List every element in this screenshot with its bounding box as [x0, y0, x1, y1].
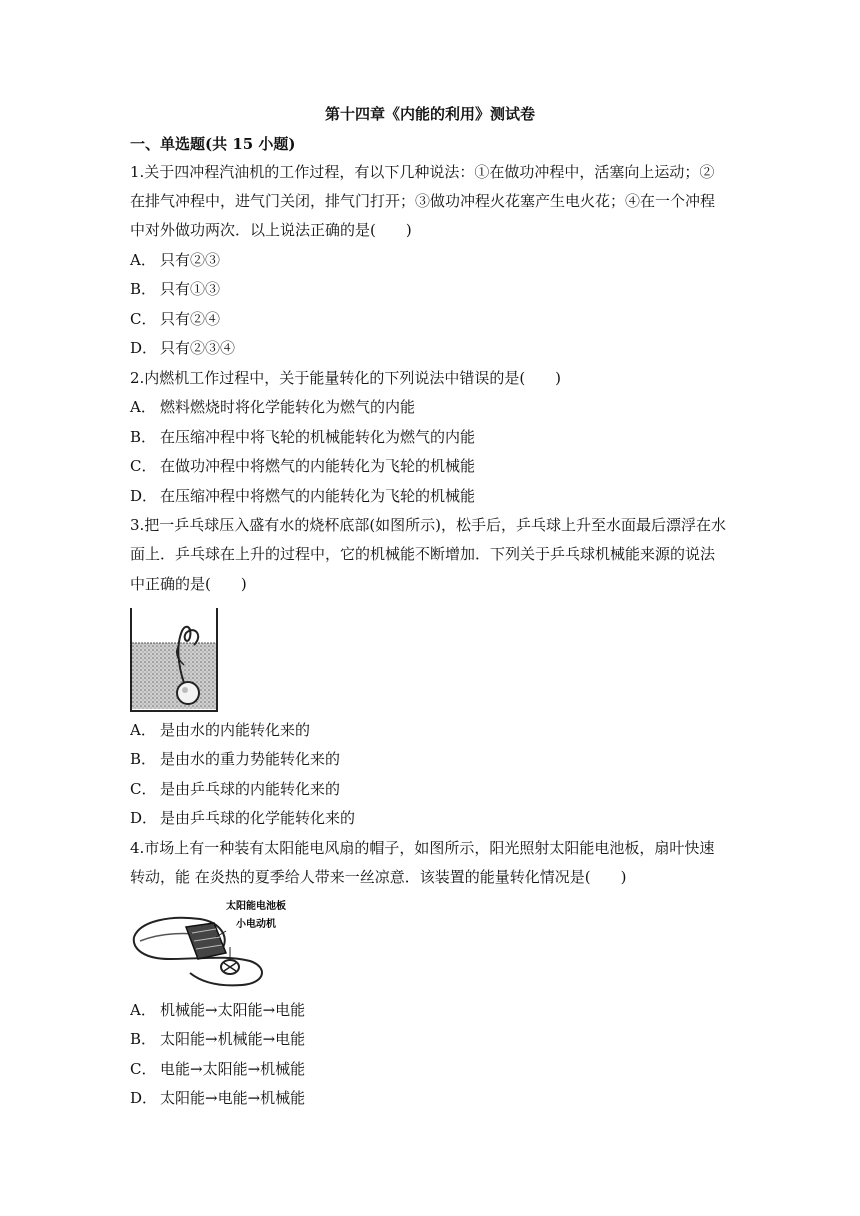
option-text: 机械能→太阳能→电能 [160, 1001, 306, 1019]
option-letter: C． [130, 780, 157, 798]
q3-stem-line-1: 3.把一乒乓球压入盛有水的烧杯底部(如图所示)，松手后，乒乓球上升至水面最后漂浮在水 [130, 516, 727, 534]
option-letter: B． [130, 750, 157, 768]
q3-option-d [130, 807, 355, 829]
option-text: 在压缩冲程中将飞轮的机械能转化为燃气的内能 [160, 428, 476, 446]
option-text: 在做功冲程中将燃气的内能转化为飞轮的机械能 [160, 457, 476, 475]
option-text: 是由水的内能转化来的 [160, 721, 311, 739]
q1-option-d [130, 337, 235, 359]
option-text: 只有①③ [160, 280, 221, 298]
option-letter: D． [130, 809, 158, 827]
beaker-figure [128, 605, 220, 713]
option-letter: C． [130, 310, 157, 328]
option-text: 电能→太阳能→机械能 [160, 1060, 306, 1078]
option-letter: D． [130, 487, 158, 505]
option-text: 太阳能→电能→机械能 [160, 1089, 306, 1107]
ping-pong-ball-icon [177, 682, 199, 704]
q1-option-b [130, 278, 220, 300]
q4-option-a [130, 999, 305, 1021]
q1-option-a [130, 249, 220, 271]
option-letter: B． [130, 280, 157, 298]
option-letter: A． [130, 1001, 156, 1019]
q3-stem-line-3: 中正确的是( ) [130, 575, 247, 593]
option-text: 是由水的重力势能转化来的 [160, 750, 341, 768]
q4-stem-line-2: 转动，能 在炎热的夏季给人带来一丝凉意．该装置的能量转化情况是( ) [130, 868, 627, 886]
motor-label: 小电动机 [236, 919, 276, 930]
option-letter: D． [130, 1089, 158, 1107]
q1-option-c [130, 308, 220, 330]
option-letter: B． [130, 428, 157, 446]
option-letter: C． [130, 1060, 157, 1078]
solar-hat-figure [130, 897, 286, 989]
option-letter: A． [130, 721, 156, 739]
q3-option-b [130, 748, 340, 770]
q2-option-a [130, 396, 415, 418]
q1-stem-line-1: 1.关于四冲程汽油机的工作过程，有以下几种说法：①在做功冲程中，活塞向上运动；② [130, 163, 715, 181]
page-title: 第十四章《内能的利用》测试卷 [324, 105, 535, 123]
option-text: 在压缩冲程中将燃气的内能转化为飞轮的机械能 [160, 487, 476, 505]
q4-option-b [130, 1028, 305, 1050]
q4-option-c [130, 1058, 305, 1080]
q2-option-c [130, 455, 475, 477]
q4-stem-line-1: 4.市场上有一种装有太阳能电风扇的帽子，如图所示，阳光照射太阳能电池板，扇叶快速 [130, 839, 715, 857]
q3-option-a [130, 719, 310, 741]
q2-option-b [130, 426, 475, 448]
q4-option-d [130, 1087, 305, 1109]
option-text: 只有②③ [160, 251, 221, 269]
q3-stem-line-2: 面上．乒乓球在上升的过程中，它的机械能不断增加．下列关于乒乓球机械能来源的说法 [130, 545, 716, 563]
option-text: 是由乒乓球的内能转化来的 [160, 780, 341, 798]
option-text: 只有②③④ [160, 339, 236, 357]
option-text: 太阳能→机械能→电能 [160, 1030, 306, 1048]
option-text: 是由乒乓球的化学能转化来的 [160, 809, 356, 827]
q2-stem-line-1: 2.内燃机工作过程中，关于能量转化的下列说法中错误的是( ) [130, 369, 562, 387]
option-letter: B． [130, 1030, 157, 1048]
option-letter: D． [130, 339, 158, 357]
q2-option-d [130, 485, 475, 507]
section-heading: 一、单选题(共 15 小题) [130, 135, 296, 153]
solar-panel-label: 太阳能电池板 [226, 901, 286, 912]
q1-stem-line-3: 中对外做功两次．以上说法正确的是( ) [130, 221, 412, 239]
option-letter: A． [130, 398, 156, 416]
option-letter: A． [130, 251, 156, 269]
option-letter: C． [130, 457, 157, 475]
water-region [132, 643, 216, 709]
option-text: 只有②④ [160, 310, 221, 328]
q1-stem-line-2: 在排气冲程中，进气门关闭，排气门打开；③做功冲程火花塞产生电火花；④在一个冲程 [130, 192, 716, 210]
option-text: 燃料燃烧时将化学能转化为燃气的内能 [160, 398, 416, 416]
q3-option-c [130, 778, 340, 800]
